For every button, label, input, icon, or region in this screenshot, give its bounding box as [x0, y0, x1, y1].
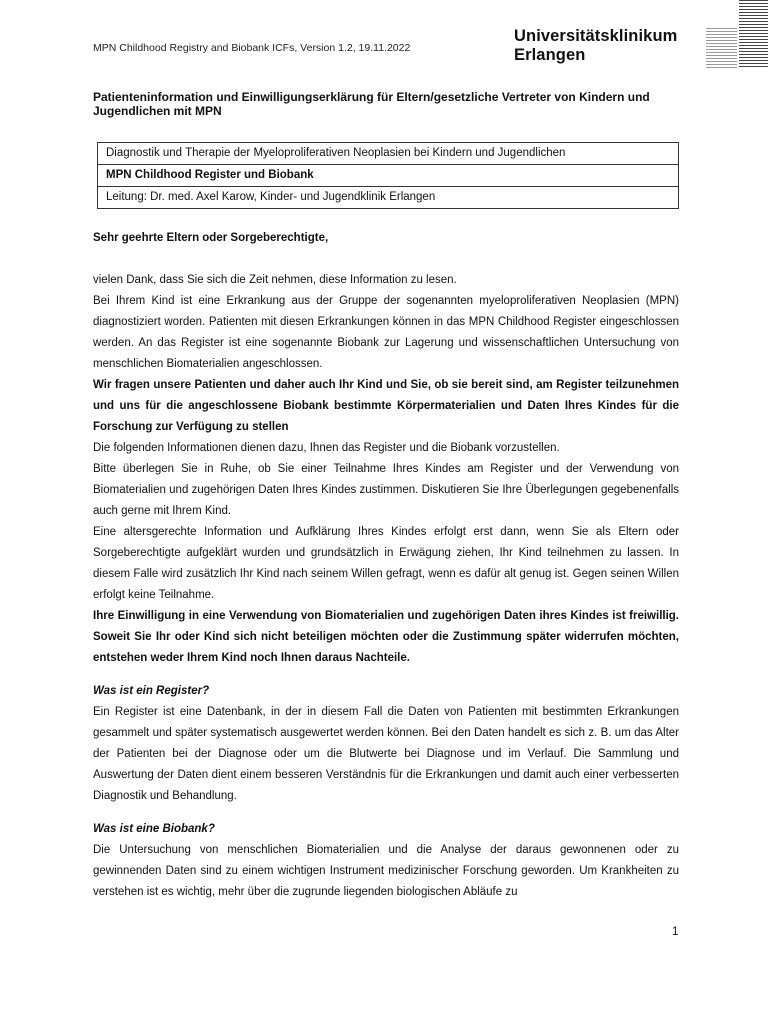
logo-line-1: Universitätsklinikum [514, 27, 678, 45]
paragraph: Eine altersgerechte Information und Aufklärung Ihres Kindes erfolgt erst dann, wenn Sie als Eltern oder Sorgeberechtigte aufgeklärt wurden und grundsätzlich in Erwägung ziehen, Ihr Kind teilnehmen zu lassen. In diesem Falle wird zusätzlich Ihr Kind nach seinem Willen gefragt, wenn es dafür alt genug ist. Gegen seinen Willen erfolgt keine Teilnahme. [93, 526, 679, 601]
barcode-shade [706, 28, 737, 68]
study-name: MPN Childhood Register und Biobank [98, 165, 678, 187]
paragraph: Bei Ihrem Kind ist eine Erkrankung aus der Gruppe der sogenannten myeloproliferativen Neoplasien (MPN) diagnostiziert worden. Patienten mit diesen Erkrankungen können in das MPN Childhood Register eingeschlossen werden. An das Register ist eine sogenannte Biobank zur Lagerung und wissenschaftlichen Untersuchung von menschlichen Biomaterialien angeschlossen. [93, 295, 679, 370]
logo-line-2: Erlangen [514, 46, 586, 64]
section-text-biobank: Die Untersuchung von menschlichen Biomaterialien und die Analyse der daraus gewonnenen oder zu gewinnenden Daten sind zu einem wichtigen Instrument medizinischer Forschung geworden. Um Krankheiten zu verstehen ist es wichtig, mehr über die zugrunde liegenden biologischen Abläufe zu [93, 844, 679, 898]
paragraph: Die folgenden Informationen dienen dazu, Ihnen das Register und die Biobank vorzustellen. [93, 442, 560, 454]
body-text [93, 270, 679, 903]
paragraph-bold: Ihre Einwilligung in eine Verwendung von Biomaterialien und zugehörigen Daten ihres Kindes ist freiwillig. Soweit Sie Ihr oder Kind sich nicht beteiligen möchten oder die Zustimmung später widerrufen möchten, entstehen weder Ihrem Kind noch Ihnen daraus Nachteile. [93, 610, 679, 664]
study-topic: Diagnostik und Therapie der Myeloproliferativen Neoplasien bei Kindern und Jugendlichen [98, 143, 678, 165]
document-reference: MPN Childhood Registry and Biobank ICFs, Version 1.2, 19.11.2022 [93, 42, 411, 54]
barcode-icon [739, 0, 768, 68]
section-text-register: Ein Register ist eine Datenbank, in der in diesem Fall die Daten von Patienten mit bestimmten Erkrankungen gesammelt und später systematisch ausgewertet werden können. Bei den Daten handelt es sich z. B. um das Alter der Patienten bei der Diagnose oder um die Blutwerte bei Diagnose und im Verlauf. Die Sammlung und Auswertung der Daten dient einem besseren Verständnis für die Erkrankungen und damit auch einer verbesserten Diagnostik und Behandlung. [93, 706, 679, 802]
document-title: Patienteninformation und Einwilligungserklärung für Eltern/gesetzliche Vertreter von Kindern und Jugendlichen mit MPN [93, 90, 650, 118]
paragraph-bold: Wir fragen unsere Patienten und daher auch Ihr Kind und Sie, ob sie bereit sind, am Register teilzunehmen und uns für die angeschlossene Biobank bestimmte Körpermaterialien und Daten Ihres Kindes für die Forschung zur Verfügung zu stellen [93, 379, 679, 433]
section-heading-register: Was ist ein Register? [93, 685, 210, 697]
salutation: Sehr geehrte Eltern oder Sorgeberechtigte, [93, 232, 329, 244]
study-info-box [97, 142, 679, 209]
study-lead: Leitung: Dr. med. Axel Karow, Kinder- und Jugendklinik Erlangen [106, 191, 436, 203]
paragraph: vielen Dank, dass Sie sich die Zeit nehmen, diese Information zu lesen. [93, 274, 457, 286]
paragraph: Bitte überlegen Sie in Ruhe, ob Sie einer Teilnahme Ihres Kindes am Register und der Verwendung von Biomaterialien und zugehörigen Daten Ihres Kindes zustimmen. Diskutieren Sie Ihre Überlegungen gegebenenfalls auch gerne mit Ihrem Kind. [93, 463, 679, 517]
page-number: 1 [672, 926, 679, 938]
institution-logo [514, 27, 677, 65]
section-heading-biobank: Was ist eine Biobank? [93, 823, 215, 835]
